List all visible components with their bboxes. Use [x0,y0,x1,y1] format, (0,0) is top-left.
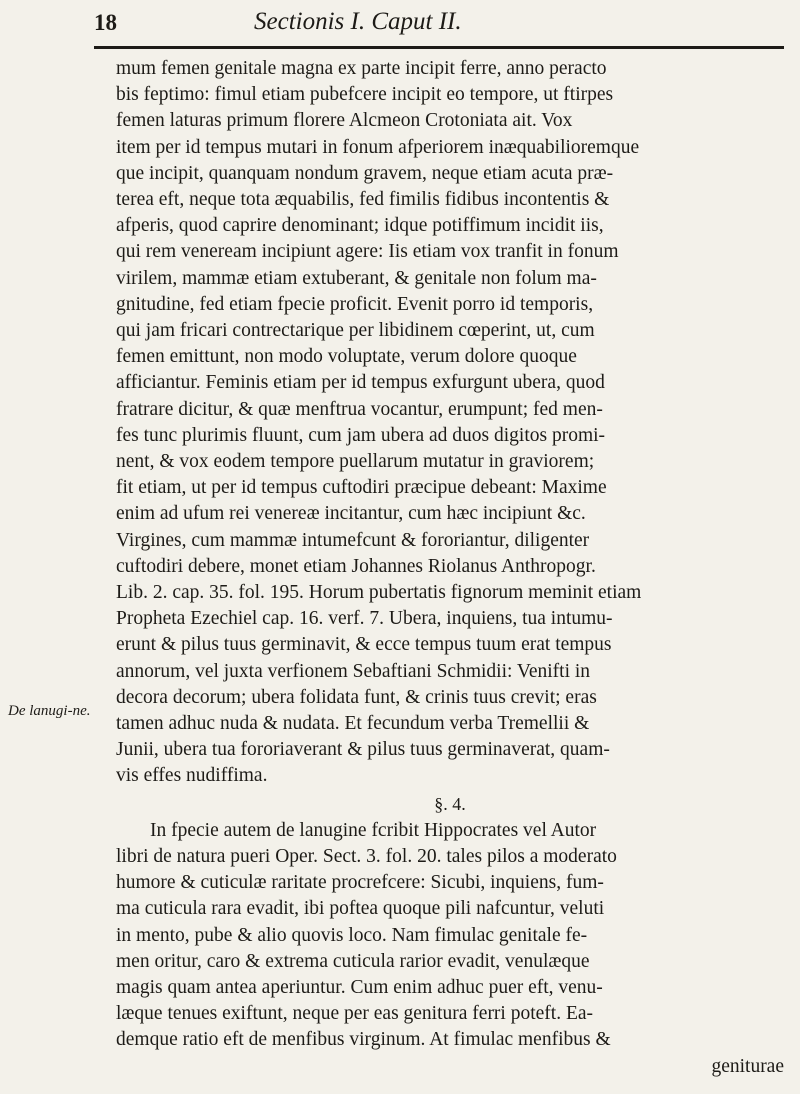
text-line: demque ratio eft de menfibus virginum. At fimulac menfibus & [116,1029,611,1051]
text-line: Lib. 2. cap. 35. fol. 195. Horum pubertatis fignorum meminit etiam [116,582,642,604]
text-line: qui jam fricari contrectarique per libidinem cœperint, ut, cum [116,320,595,342]
text-line: fit etiam, ut per id tempus cuftodiri præcipue debeant: Maxime [116,477,607,499]
text-line: humore & cuticulæ raritate procrefcere: Sicubi, inquiens, fum- [116,872,604,894]
text-line: femen emittunt, non modo voluptate, verum dolore quoque [116,346,577,368]
text-line: Propheta Ezechiel cap. 16. verf. 7. Ubera, inquiens, tua intumu- [116,608,613,630]
text-line: fes tunc plurimis fluunt, cum jam ubera ad duos digitos promi- [116,424,606,446]
text-line: men oritur, caro & extrema cuticula rarior evadit, venulæque [116,950,590,972]
text-line: bis feptimo: fimul etiam pubefcere incipit eo tempore, ut ftirpes [116,84,614,106]
text-line: Virgines, cum mammæ intumefcunt & fororiantur, diligenter [116,529,590,551]
text-line: erunt & pilus tuus germinavit, & ecce tempus tuum erat tempus [116,634,612,656]
text-line: in mento, pube & alio quovis loco. Nam fimulac genitale fe- [116,924,588,946]
text-line: cuftodiri debere, monet etiam Johannes Riolanus Anthropogr. [116,555,596,577]
margin-note: De lanugi-ne. [8,703,91,719]
text-line: que incipit, quanquam nondum gravem, neque etiam acuta præ- [116,162,614,184]
text-line: In fpecie autem de lanugine fcribit Hippocrates vel Autor [150,819,597,841]
text-line: afperis, quod caprire denominant; idque potiffimum incidit iis, [116,215,604,237]
section-mark: §. 4. [434,793,466,814]
text-line: item per id tempus mutari in fonum afperiorem inæquabilioremque [116,136,640,158]
body-text [116,56,784,1080]
text-line: nent, & vox eodem tempore puellarum mutatur in graviorem; [116,451,595,473]
paragraph-1 [116,56,784,790]
text-line: gnitudine, fed etiam fpecie proficit. Evenit porro id temporis, [116,293,594,315]
text-line: Junii, ubera tua fororiaverant & pilus tuus germinaverat, quam- [116,739,610,761]
text-line: annorum, vel juxta verfionem Sebaftiani Schmidii: Venifti in [116,660,591,682]
text-line: qui rem veneream incipiunt agere: Iis etiam vox tranfit in fonum [116,241,619,263]
text-line: magis quam antea aperiuntur. Cum enim adhuc puer eft, venu- [116,976,603,998]
paragraph-2 [116,818,784,1080]
text-line: læque tenues exiftunt, neque per eas genitura ferri poteft. Ea- [116,1003,594,1025]
text-line: vis effes nudiffima. [116,765,268,787]
text-line: afficiantur. Feminis etiam per id tempus exfurgunt ubera, quod [116,372,605,394]
text-line: mum femen genitale magna ex parte incipit ferre, anno peracto [116,58,607,79]
catchword: geniturae [711,1055,784,1077]
text-line: terea eft, neque tota æquabilis, fed fimilis fidibus incontentis & [116,189,610,211]
running-head: Sectionis I. Caput II. [254,8,462,35]
page-number: 18 [94,10,117,35]
text-line: ma cuticula rara evadit, ibi poftea quoque pili nafcuntur, veluti [116,898,605,920]
page-header [94,6,784,46]
text-line: decora decorum; ubera folidata funt, & crinis tuus crevit; eras [116,686,597,708]
text-line: femen laturas primum florere Alcmeon Crotoniata ait. Vox [116,110,573,132]
header-rule [94,46,784,49]
text-line: enim ad ufum rei venereæ incitantur, cum hæc incipiunt &c. [116,503,586,525]
text-line: tamen adhuc nuda & nudata. Et fecundum verba Tremellii & [116,713,590,735]
text-line: virilem, mammæ etiam extuberant, & genitale non folum ma- [116,267,597,289]
text-line: libri de natura pueri Oper. Sect. 3. fol. 20. tales pilos a moderato [116,845,617,867]
text-line: fratrare dicitur, & quæ menftrua vocantur, erumpunt; fed men- [116,398,603,420]
